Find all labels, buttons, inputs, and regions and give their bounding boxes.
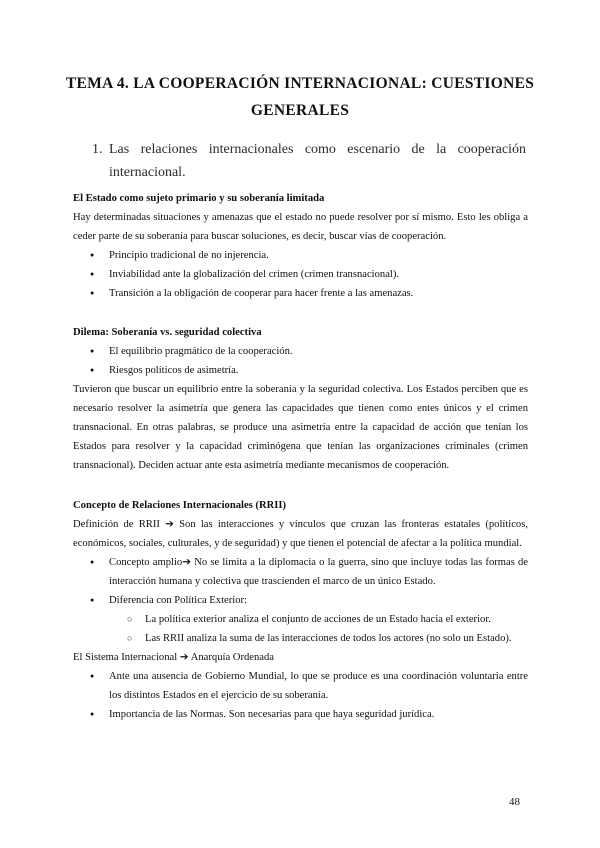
title-line-2: GENERALES <box>250 102 350 119</box>
estado-bullet-list <box>73 246 528 303</box>
list-item: ● Principio tradicional de no injerencia. <box>73 246 528 265</box>
section-number: 1. <box>92 142 103 157</box>
section-heading-1 <box>92 138 526 184</box>
list-item: ● El equilibrio pragmático de la cooperación. <box>73 342 528 361</box>
list-item: ● Transición a la obligación de cooperar para hacer frente a las amenazas. <box>73 284 528 303</box>
section-title: Las relaciones internacionales como escenario de la cooperación internacional. <box>109 142 526 180</box>
list-item: ● Importancia de las Normas. Son necesarias para que haya seguridad jurídica. <box>73 705 528 724</box>
dilema-section <box>73 323 528 475</box>
list-item: ● Ante una ausencia de Gobierno Mundial, lo que se produce es una coordinación voluntaria entre los distintos Estados en el ejercicio de su soberanía. <box>73 667 528 705</box>
sistema-bullet-list <box>73 667 528 724</box>
concepto-definition: Definición de RRII ➔ Son las interacciones y vínculos que cruzan las fronteras estatales (políticos, económicos, sociales, culturales, y de seguridad) y que tienen el potencial de afectar a la política mundial. <box>73 519 528 549</box>
page-title <box>60 70 540 124</box>
estado-paragraph: Hay determinadas situaciones y amenazas que el estado no puede resolver por sí mismo. Esto les obliga a ceder parte de su soberanía para buscar soluciones, es decir, buscar vías de cooperación. <box>73 212 528 242</box>
estado-heading: El Estado como sujeto primario y su soberanía limitada <box>73 193 325 204</box>
list-item: ○ La política exterior analiza el conjunto de acciones de un Estado hacia el exterior. <box>73 610 528 629</box>
dilema-paragraph: Tuvieron que buscar un equilibrio entre la soberanía y la seguridad colectiva. Los Estados perciben que es necesario resolver la asimetría que genera las capacidades que tienen como entes únicos y el crimen transnacional. En otras palabras, se produce una asimetría entre la capacidad de acción que tenían los Estados para resolver y la capacidad criminógena que tenían las organizaciones criminales (crimen transnacional). Deciden actuar ante esta asimetría mediante mecanismos de cooperación. <box>73 384 528 471</box>
page-number: 48 <box>509 796 520 808</box>
estado-section <box>73 189 528 303</box>
sistema-line: El Sistema Internacional ➔ Anarquía Ordenada <box>73 652 274 663</box>
list-item: ● Concepto amplio➔ No se limita a la diplomacia o la guerra, sino que incluye todas las formas de interacción humana y colectiva que trascienden el marco de un único Estado. <box>73 553 528 591</box>
list-item: ● Riesgos políticos de asimetría. <box>73 361 528 380</box>
list-item: ● Diferencia con Política Exterior: <box>73 591 528 610</box>
dilema-bullet-list <box>73 342 528 380</box>
dilema-heading: Dilema: Soberanía vs. seguridad colectiva <box>73 327 262 338</box>
concepto-heading: Concepto de Relaciones Internacionales (RRII) <box>73 500 287 511</box>
list-item: ○ Las RRII analiza la suma de las interacciones de todos los actores (no solo un Estado). <box>73 629 528 648</box>
title-line-1: TEMA 4. LA COOPERACIÓN INTERNACIONAL: CUESTIONES <box>65 75 535 92</box>
concepto-sub-bullet-list <box>73 610 528 648</box>
list-item: ● Inviabilidad ante la globalización del crimen (crimen transnacional). <box>73 265 528 284</box>
concepto-bullet-list <box>73 553 528 610</box>
concepto-section <box>73 496 528 724</box>
